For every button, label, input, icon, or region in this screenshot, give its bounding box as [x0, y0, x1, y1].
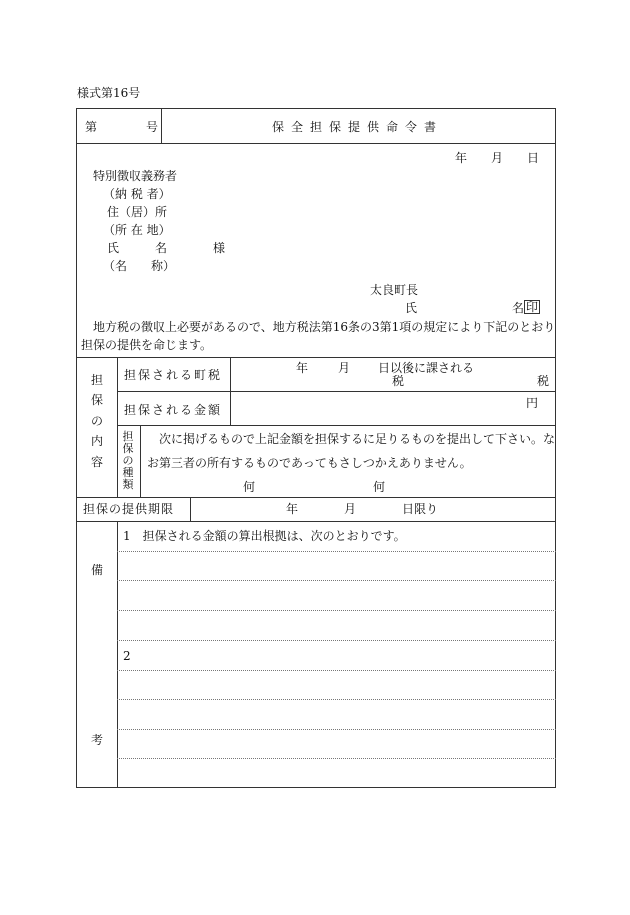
remarks-item-2: 2 — [123, 649, 131, 663]
security-vertical-label: 担 保 の 内 容 — [90, 373, 103, 469]
remarks-dotted-line — [117, 699, 556, 700]
amount-label: 担保される金額 — [124, 403, 223, 417]
security-left-divider — [117, 357, 118, 497]
date-year: 年 — [455, 151, 468, 165]
body-text-line1: 地方税の徴収上必要があるので、地方税法第16条の3第1項の規定により下記のとおり — [93, 320, 556, 334]
tax-day-text: 日以後に課される — [378, 361, 475, 375]
addressee-honorific: 様 — [213, 241, 226, 255]
kind-text-line1: 次に掲げるもので上記金額を担保するに足りるものを提出して下さい。な — [159, 432, 556, 446]
issuer-title: 太良町長 — [370, 283, 419, 297]
nani-2: 何 — [373, 480, 386, 494]
kind-divider — [140, 425, 141, 497]
seal-mark: 印 — [526, 300, 539, 314]
deadline-year: 年 — [286, 502, 299, 516]
header-bottom-line — [76, 143, 556, 144]
security-top-line — [76, 357, 556, 358]
remarks-dotted-line — [117, 670, 556, 671]
tax-zei-end: 税 — [537, 374, 550, 388]
addressee-name-suffix: 名 — [155, 241, 168, 255]
deadline-day: 日限り — [402, 502, 439, 516]
remarks-dotted-line — [117, 758, 556, 759]
date-month: 月 — [491, 151, 504, 165]
form-number: 様式第16号 — [77, 86, 141, 100]
deadline-divider — [190, 497, 191, 521]
deadline-month: 月 — [344, 502, 357, 516]
remarks-top-line — [76, 521, 556, 522]
remarks-dotted-line — [117, 729, 556, 730]
go-label: 号 — [146, 120, 159, 134]
tax-month: 月 — [338, 361, 351, 375]
kind-text-line2: お第三者の所有するものであってもさしつかえありません。 — [147, 456, 472, 470]
tax-zei: 税 — [392, 374, 405, 388]
amount-bottom-line — [117, 425, 556, 426]
remarks-dotted-line — [117, 640, 556, 641]
date-day: 日 — [527, 151, 540, 165]
deadline-label: 担保の提供期限 — [83, 502, 175, 516]
remarks-item-1: 1 担保される金額の算出根拠は、次のとおりです。 — [123, 529, 406, 543]
town-tax-label: 担保される町税 — [124, 368, 223, 382]
addressee-role: 特別徴収義務者 — [93, 169, 178, 183]
addressee-name-prefix: 氏 — [107, 241, 120, 255]
remarks-dotted-line — [117, 580, 556, 581]
remarks-label-bottom: 考 — [91, 733, 104, 747]
issuer-name-prefix: 氏 — [405, 301, 418, 315]
issuer-name-suffix: 名 — [512, 301, 525, 315]
header-divider — [161, 108, 162, 143]
addressee-name-alt: （名 称） — [103, 259, 176, 273]
addressee-address-alt: （所 在 地） — [103, 223, 171, 237]
remarks-label-top: 備 — [91, 563, 104, 577]
remarks-divider — [117, 521, 118, 788]
tax-year: 年 — [296, 361, 309, 375]
deadline-top-line — [76, 497, 556, 498]
yen-unit: 円 — [526, 396, 539, 410]
page-title: 保全担保提供命令書 — [272, 120, 444, 134]
body-text-line2: 担保の提供を命じます。 — [81, 338, 213, 352]
addressee-role-alt: （納 税 者） — [103, 187, 171, 201]
town-tax-bottom-line — [117, 391, 556, 392]
remarks-dotted-line — [117, 551, 556, 552]
dai-label: 第 — [85, 120, 98, 134]
kind-label: 担 保 の 種 類 — [122, 430, 134, 492]
nani-1: 何 — [243, 480, 256, 494]
addressee-address: 住（居）所 — [107, 205, 168, 219]
remarks-dotted-line — [117, 610, 556, 611]
